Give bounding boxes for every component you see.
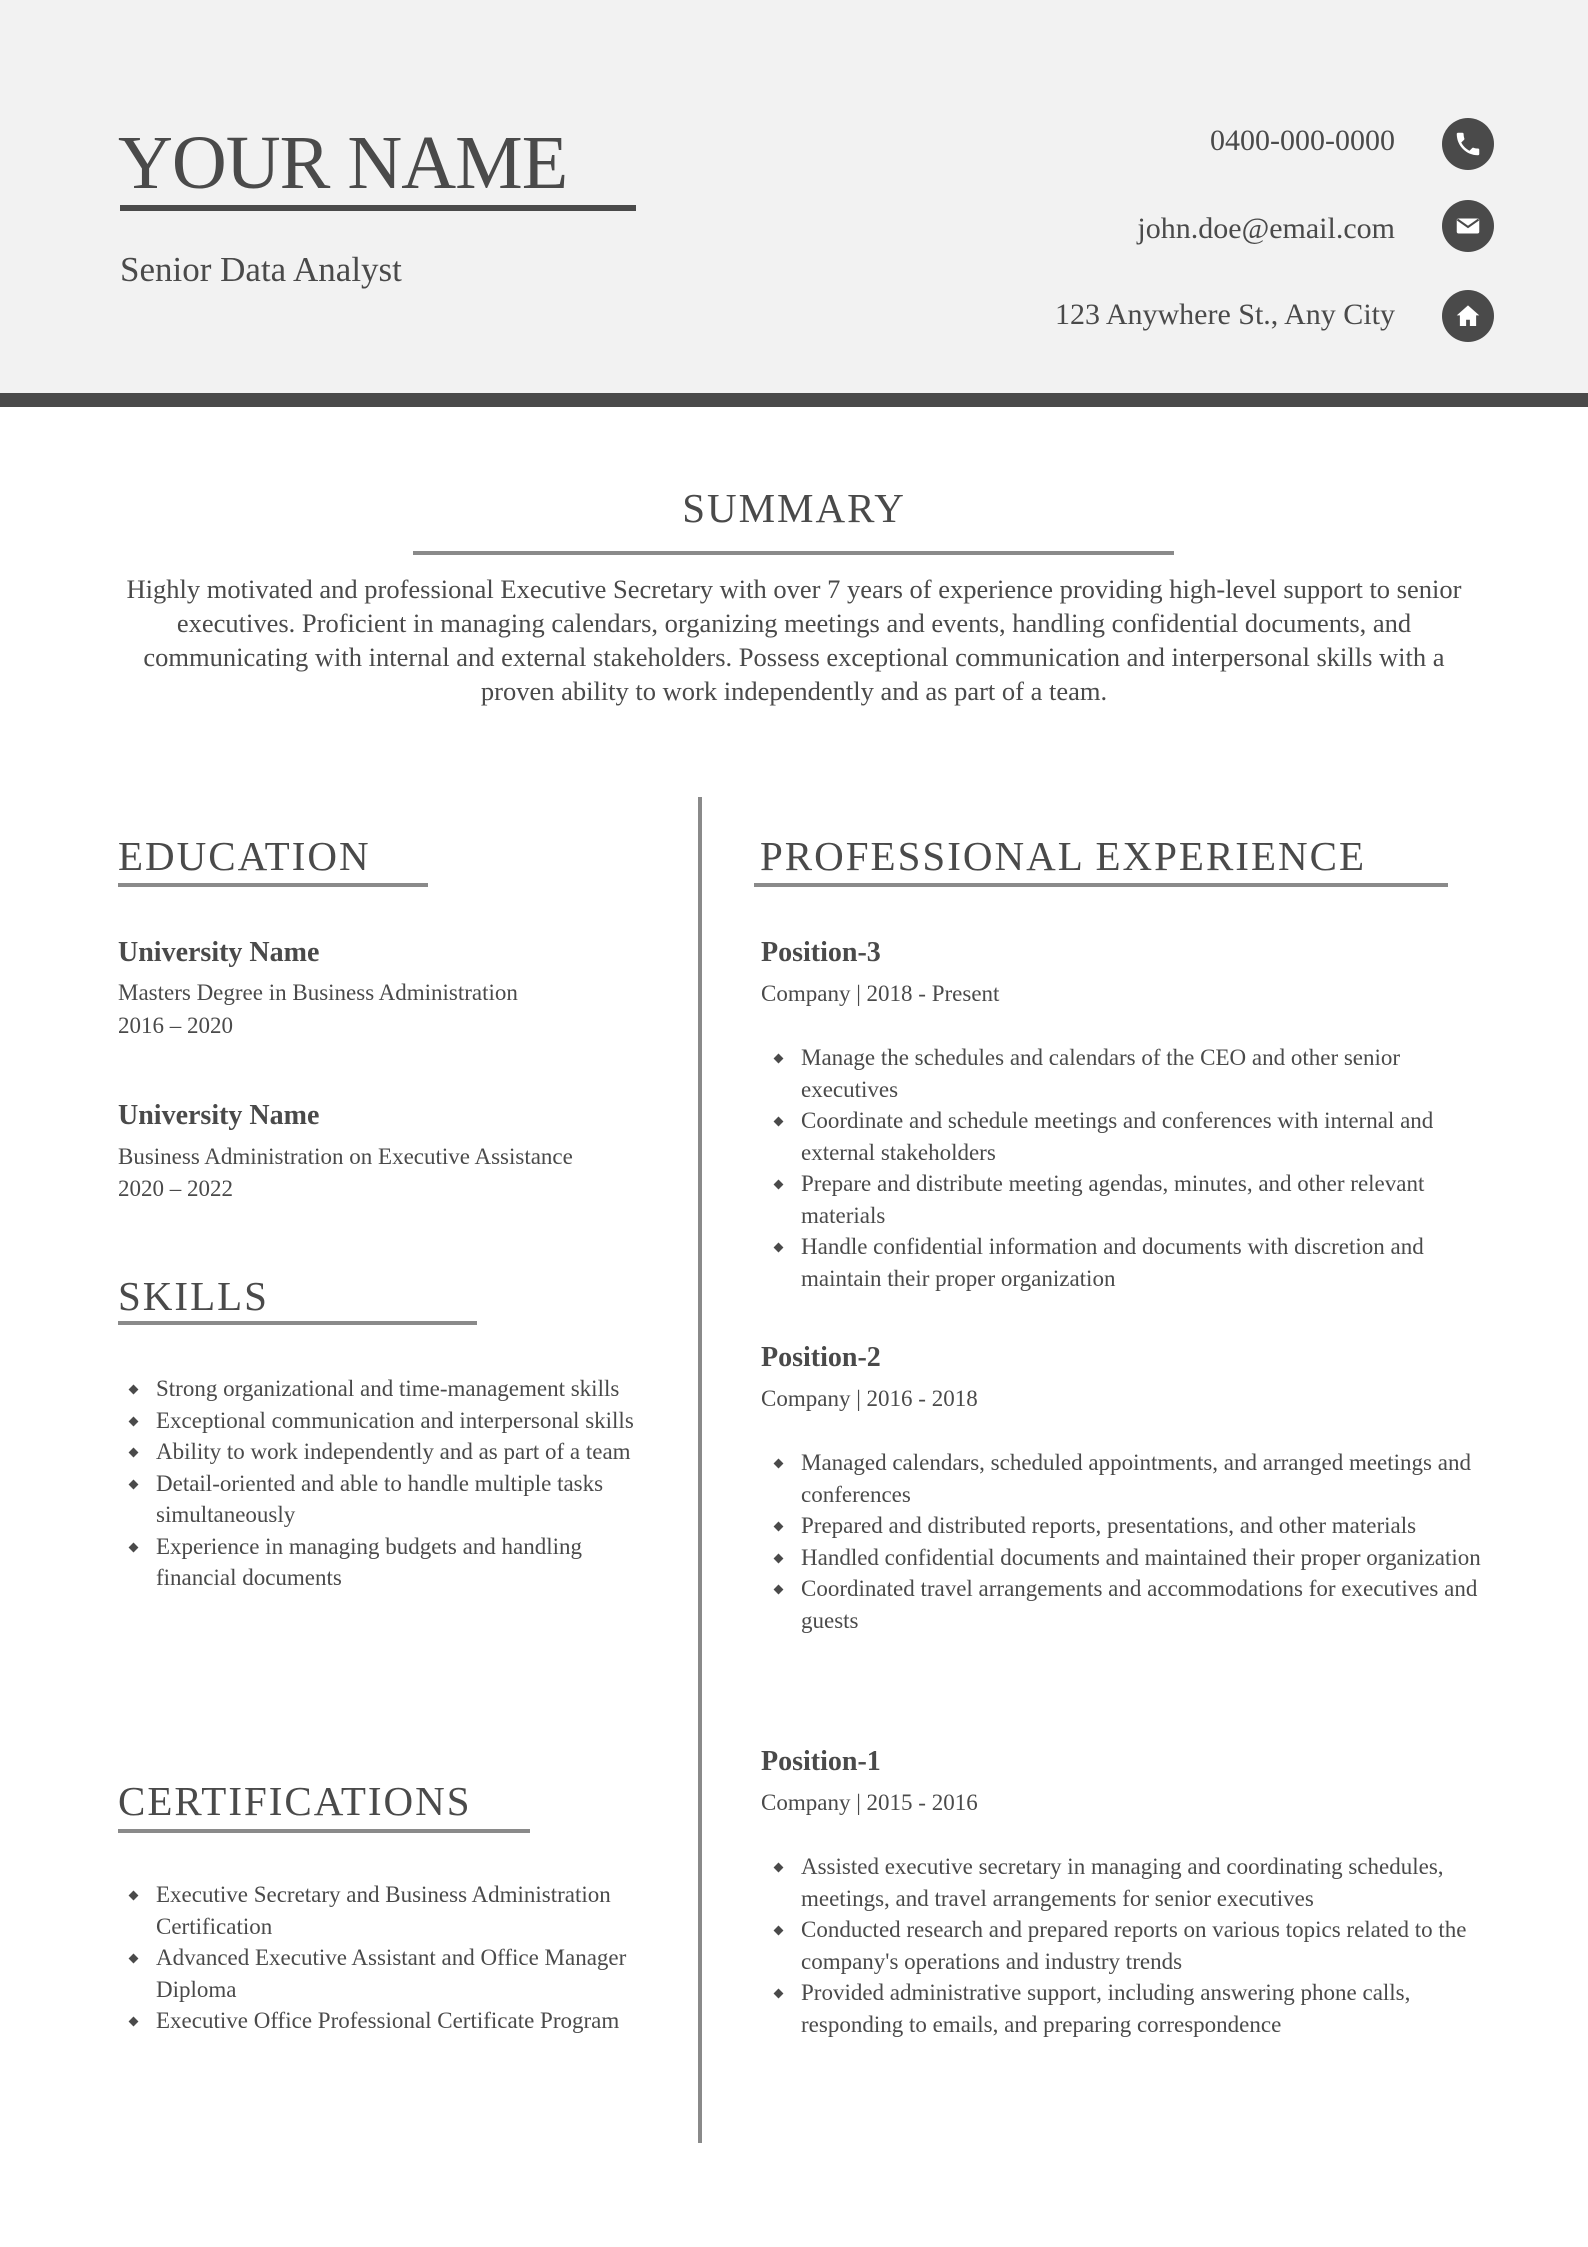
header-divider-bar bbox=[0, 393, 1588, 407]
position-bullets bbox=[763, 1447, 1498, 1636]
skill-item: Exceptional communication and interpersonal skills bbox=[118, 1405, 638, 1437]
position-bullet: Conducted research and prepared reports on various topics related to the company's operations and industry trends bbox=[763, 1914, 1498, 1977]
position-title: Position-2 bbox=[761, 1342, 881, 1373]
home-icon bbox=[1442, 290, 1494, 342]
position-company: Company | 2016 - 2018 bbox=[761, 1386, 978, 1411]
full-name: YOUR NAME bbox=[118, 121, 568, 205]
education-years: 2016 – 2020 bbox=[118, 1013, 233, 1038]
position-bullet: Prepare and distribute meeting agendas, minutes, and other relevant materials bbox=[763, 1168, 1498, 1231]
education-heading: EDUCATION bbox=[118, 833, 371, 879]
phone-icon bbox=[1442, 118, 1494, 170]
certifications-list bbox=[118, 1879, 638, 2037]
education-degree: Business Administration on Executive Assistance bbox=[118, 1144, 573, 1169]
phone-number[interactable]: 0400-000-0000 bbox=[1210, 124, 1395, 157]
position-bullet: Manage the schedules and calendars of the CEO and other senior executives bbox=[763, 1042, 1498, 1105]
job-title: Senior Data Analyst bbox=[120, 250, 402, 289]
summary-underline bbox=[413, 551, 1174, 555]
mail-icon bbox=[1442, 200, 1494, 252]
certifications-underline bbox=[118, 1829, 530, 1833]
certification-item: Executive Office Professional Certificate Program bbox=[118, 2005, 638, 2037]
position-bullet: Managed calendars, scheduled appointments, and arranged meetings and conferences bbox=[763, 1447, 1498, 1510]
position-bullet: Provided administrative support, including answering phone calls, responding to emails, and preparing correspondence bbox=[763, 1977, 1498, 2040]
name-underline bbox=[120, 205, 636, 211]
position-company: Company | 2015 - 2016 bbox=[761, 1790, 978, 1815]
skills-underline bbox=[118, 1321, 477, 1325]
position-bullet: Coordinate and schedule meetings and conferences with internal and external stakeholders bbox=[763, 1105, 1498, 1168]
position-title: Position-3 bbox=[761, 937, 881, 968]
summary-heading: SUMMARY bbox=[682, 485, 906, 531]
education-underline bbox=[118, 883, 428, 887]
experience-underline bbox=[754, 883, 1448, 887]
certifications-heading: CERTIFICATIONS bbox=[118, 1778, 472, 1824]
email-address[interactable]: john.doe@email.com bbox=[1137, 212, 1395, 245]
skill-item: Strong organizational and time-management skills bbox=[118, 1373, 638, 1405]
skill-item: Ability to work independently and as part of a team bbox=[118, 1436, 638, 1468]
position-bullet: Handle confidential information and documents with discretion and maintain their proper organization bbox=[763, 1231, 1498, 1294]
position-title: Position-1 bbox=[761, 1746, 881, 1777]
position-bullet: Prepared and distributed reports, presentations, and other materials bbox=[763, 1510, 1498, 1542]
skills-heading: SKILLS bbox=[118, 1273, 269, 1319]
position-bullet: Coordinated travel arrangements and accommodations for executives and guests bbox=[763, 1573, 1498, 1636]
position-bullet: Handled confidential documents and maintained their proper organization bbox=[763, 1542, 1498, 1574]
skills-list bbox=[118, 1373, 638, 1594]
position-bullets bbox=[763, 1851, 1498, 2040]
skill-item: Experience in managing budgets and handling financial documents bbox=[118, 1531, 638, 1594]
education-school: University Name bbox=[118, 1100, 320, 1131]
skill-item: Detail-oriented and able to handle multiple tasks simultaneously bbox=[118, 1468, 638, 1531]
experience-heading: PROFESSIONAL EXPERIENCE bbox=[760, 833, 1367, 879]
summary-text: Highly motivated and professional Executive Secretary with over 7 years of experience providing high-level support to senior executives. Proficient in managing calendars, organizing meetings and events, handling confidential documents, and communicating with internal and external stakeholders. Possess exceptional communication and interpersonal skills with a proven ability to work independently and as part of a team. bbox=[126, 574, 1462, 706]
education-years: 2020 – 2022 bbox=[118, 1176, 233, 1201]
certification-item: Executive Secretary and Business Administration Certification bbox=[118, 1879, 638, 1942]
position-bullet: Assisted executive secretary in managing and coordinating schedules, meetings, and travel arrangements for senior executives bbox=[763, 1851, 1498, 1914]
certification-item: Advanced Executive Assistant and Office Manager Diploma bbox=[118, 1942, 638, 2005]
education-degree: Masters Degree in Business Administration bbox=[118, 980, 518, 1005]
position-company: Company | 2018 - Present bbox=[761, 981, 1000, 1006]
position-bullets bbox=[763, 1042, 1498, 1294]
column-divider bbox=[698, 797, 702, 2143]
education-school: University Name bbox=[118, 937, 320, 968]
address: 123 Anywhere St., Any City bbox=[1054, 298, 1395, 331]
